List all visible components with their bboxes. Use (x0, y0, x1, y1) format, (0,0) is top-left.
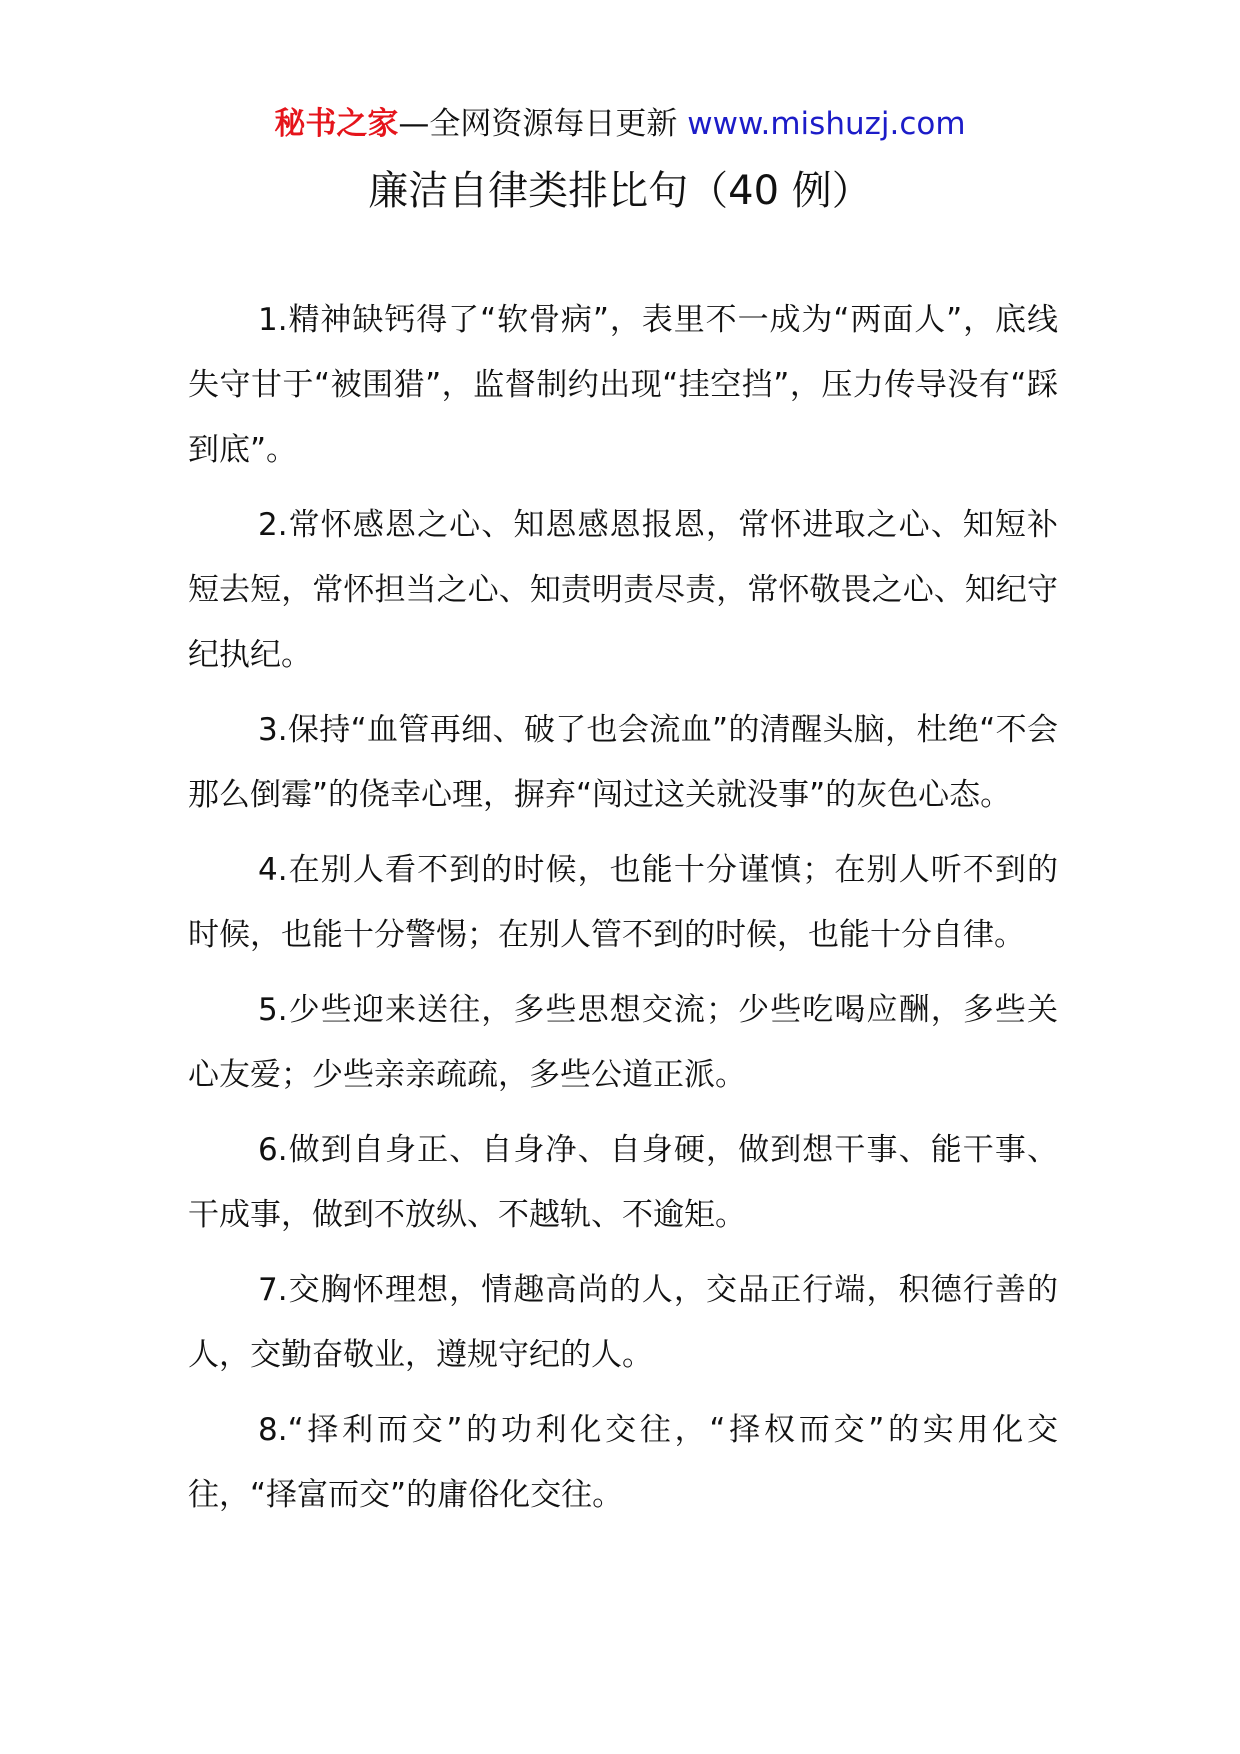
paragraph-4: 4.在别人看不到的时候，也能十分谨慎；在别人听不到的时候，也能十分警惕；在别人管不到的时候，也能十分自律。 (188, 852, 1058, 953)
paragraph-8: 8.“择利而交”的功利化交往，“择权而交”的实用化交往，“择富而交”的庸俗化交往。 (188, 1412, 1058, 1513)
document-title: 廉洁自律类排比句（40 例） (368, 168, 872, 214)
brand-name: 秘书之家 (274, 106, 399, 142)
paragraph-3: 3.保持“血管再细、破了也会流血”的清醒头脑，杜绝“不会那么倒霉”的侥幸心理，摒弃“闯过这关就没事”的灰色心态。 (188, 712, 1058, 813)
paragraph-6: 6.做到自身正、自身净、自身硬，做到想干事、能干事、干成事，做到不放纵、不越轨、不逾矩。 (188, 1132, 1058, 1233)
site-url-link[interactable]: www.mishuzj.com (687, 106, 966, 142)
paragraph-5: 5.少些迎来送往，多些思想交流；少些吃喝应酬，多些关心友爱；少些亲亲疏疏，多些公道正派。 (188, 992, 1058, 1093)
paragraph-2: 2.常怀感恩之心、知恩感恩报恩，常怀进取之心、知短补短去短，常怀担当之心、知责明责尽责，常怀敬畏之心、知纪守纪执纪。 (188, 507, 1058, 673)
paragraph-7: 7.交胸怀理想，情趣高尚的人，交品正行端，积德行善的人，交勤奋敬业，遵规守纪的人。 (188, 1272, 1058, 1373)
paragraph-1: 1.精神缺钙得了“软骨病”，表里不一成为“两面人”，底线失守甘于“被围猎”，监督制约出现“挂空挡”，压力传导没有“踩到底”。 (188, 302, 1058, 468)
banner-tagline: —全网资源每日更新 (398, 106, 678, 142)
site-banner (0, 102, 1240, 146)
document-body (188, 288, 1058, 1538)
